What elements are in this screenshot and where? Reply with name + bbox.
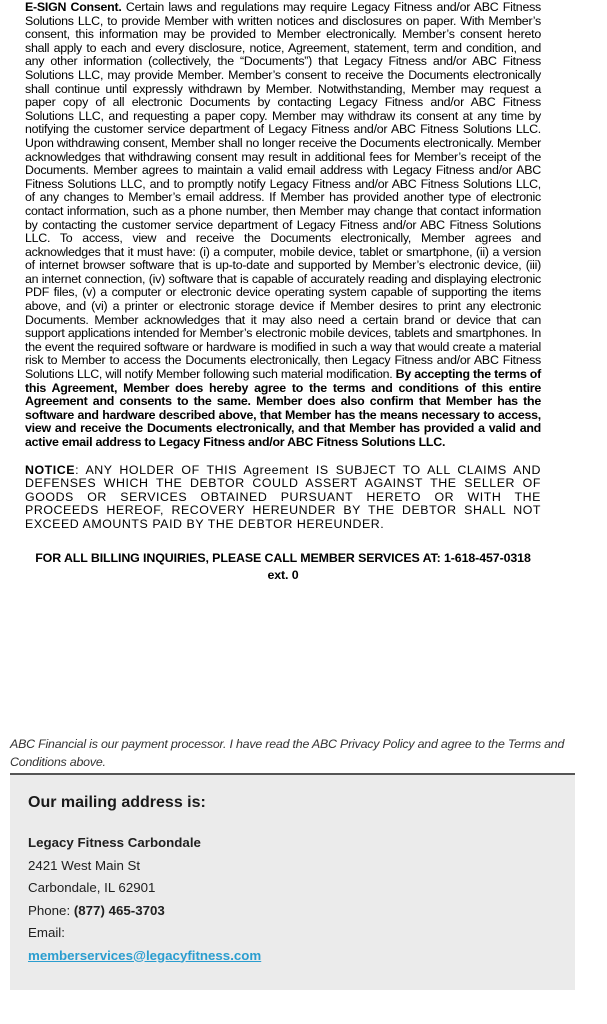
esign-consent-acceptance: By accepting the terms of this Agreement, Member does hereby agree to the terms and conditions of this entire Agreement and consents to the same. Member does also confirm that Member has the software and hardware described above, that Member has the means necessary to access, view and receive the Documents electronically, and that Member has provided a valid and active email address to Legacy Fitness and/or ABC Fitness Solutions LLC.	[25, 367, 542, 449]
phone-label: Phone:	[28, 902, 74, 918]
notice-paragraph	[25, 464, 541, 532]
mailing-address-heading: Our mailing address is:	[28, 794, 206, 811]
payment-processor-statement: ABC Financial is our payment processor. I have read the ABC Privacy Policy and agree to the Terms and Conditions above.	[10, 737, 565, 769]
email-label: Email:	[28, 925, 65, 940]
billing-inquiries: FOR ALL BILLING INQUIRIES, PLEASE CALL MEMBER SERVICES AT: 1-618-457-0318 ext. 0	[35, 550, 531, 582]
esign-consent-heading: E-SIGN Consent.	[25, 0, 122, 14]
esign-consent-body: Certain laws and regulations may require Legacy Fitness and/or ABC Fitness Solutions LLC, to provide Member with written notices and disclosures on paper. With Member’s consent, this information may be provided to Member electronically. Member’s consent hereto shall apply to each and every disclosure, notice, Agreement, statement, term and condition, and any other information (collectively, the “Documents”) that Legacy Fitness and/or ABC Fitness Solutions LLC, may provide Member. Member’s consent to receive the Documents electronically shall continue until expressly withdrawn by Member. Notwithstanding, Member may request a paper copy of all electronic Documents by contacting Legacy Fitness and/or ABC Fitness Solutions LLC, and requesting a paper copy. Member may withdraw its consent at any time by notifying the customer service department of Legacy Fitness and/or ABC Fitness Solutions LLC. Upon withdrawing consent, Member shall no longer receive the Documents electronically. Member acknowledges that withdrawing consent may result in additional fees for Member’s receipt of the Documents. Member agrees to maintain a valid email address with Legacy Fitness and/or ABC Fitness Solutions LLC, and to promptly notify Legacy Fitness and/or ABC Fitness Solutions LLC, of any changes to Member’s email address. If Member has provided another type of electronic contact information, such as a phone number, then Member may change that contact information by contacting the customer service department of Legacy Fitness and/or ABC Fitness Solutions LLC. To access, view and receive the Documents electronically, Member agrees and acknowledges that it must have: (i) a computer, mobile device, tablet or smartphone, (ii) a version of internet browser software that is up-to-date and supported by Member’s electronic device, (iii) an internet connection, (iv) software that is capable of accurately reading and displaying electronic PDF files, (v) a computer or electronic device operating system capable of supporting the items above, and (vi) a printer or electronic storage device if Member desires to print any electronic Documents. Member acknowledges that it may also need a certain brand or device that can support applications intended for Member’s electronic mobile devices, tablets and smartphones. In the event the required software or hardware is modified in such a way that would create a material risk to Member to access the Documents electronically, then Legacy Fitness and/or ABC Fitness Solutions LLC, will notify Member following such material modification.	[25, 0, 541, 382]
phone-line	[28, 900, 557, 923]
esign-consent-paragraph	[25, 1, 541, 450]
city-state-zip: Carbondale, IL 62901	[28, 880, 156, 895]
notice-heading: NOTICE	[25, 462, 76, 477]
street-address: 2421 West Main St	[28, 857, 141, 873]
notice-body: : ANY HOLDER OF THIS Agreement IS SUBJECT TO ALL CLAIMS AND DEFENSES WHICH THE DEBTOR COULD ASSERT AGAINST THE SELLER OF GOODS OR SERVICES OBTAINED PURSUANT HERETO OR WITH THE PROCEEDS HEREOF, RECOVERY HEREUNDER BY THE DEBTOR SHALL NOT EXCEED AMOUNTS PAID BY THE DEBTOR HEREUNDER.	[25, 462, 541, 531]
agreement-text	[25, 1, 541, 584]
company-name: Legacy Fitness Carbondale	[28, 835, 201, 850]
email-link[interactable]: memberservices@legacyfitness.com	[28, 947, 262, 963]
phone-number: (877) 465-3703	[73, 902, 165, 918]
mailing-address-footer	[10, 773, 575, 990]
